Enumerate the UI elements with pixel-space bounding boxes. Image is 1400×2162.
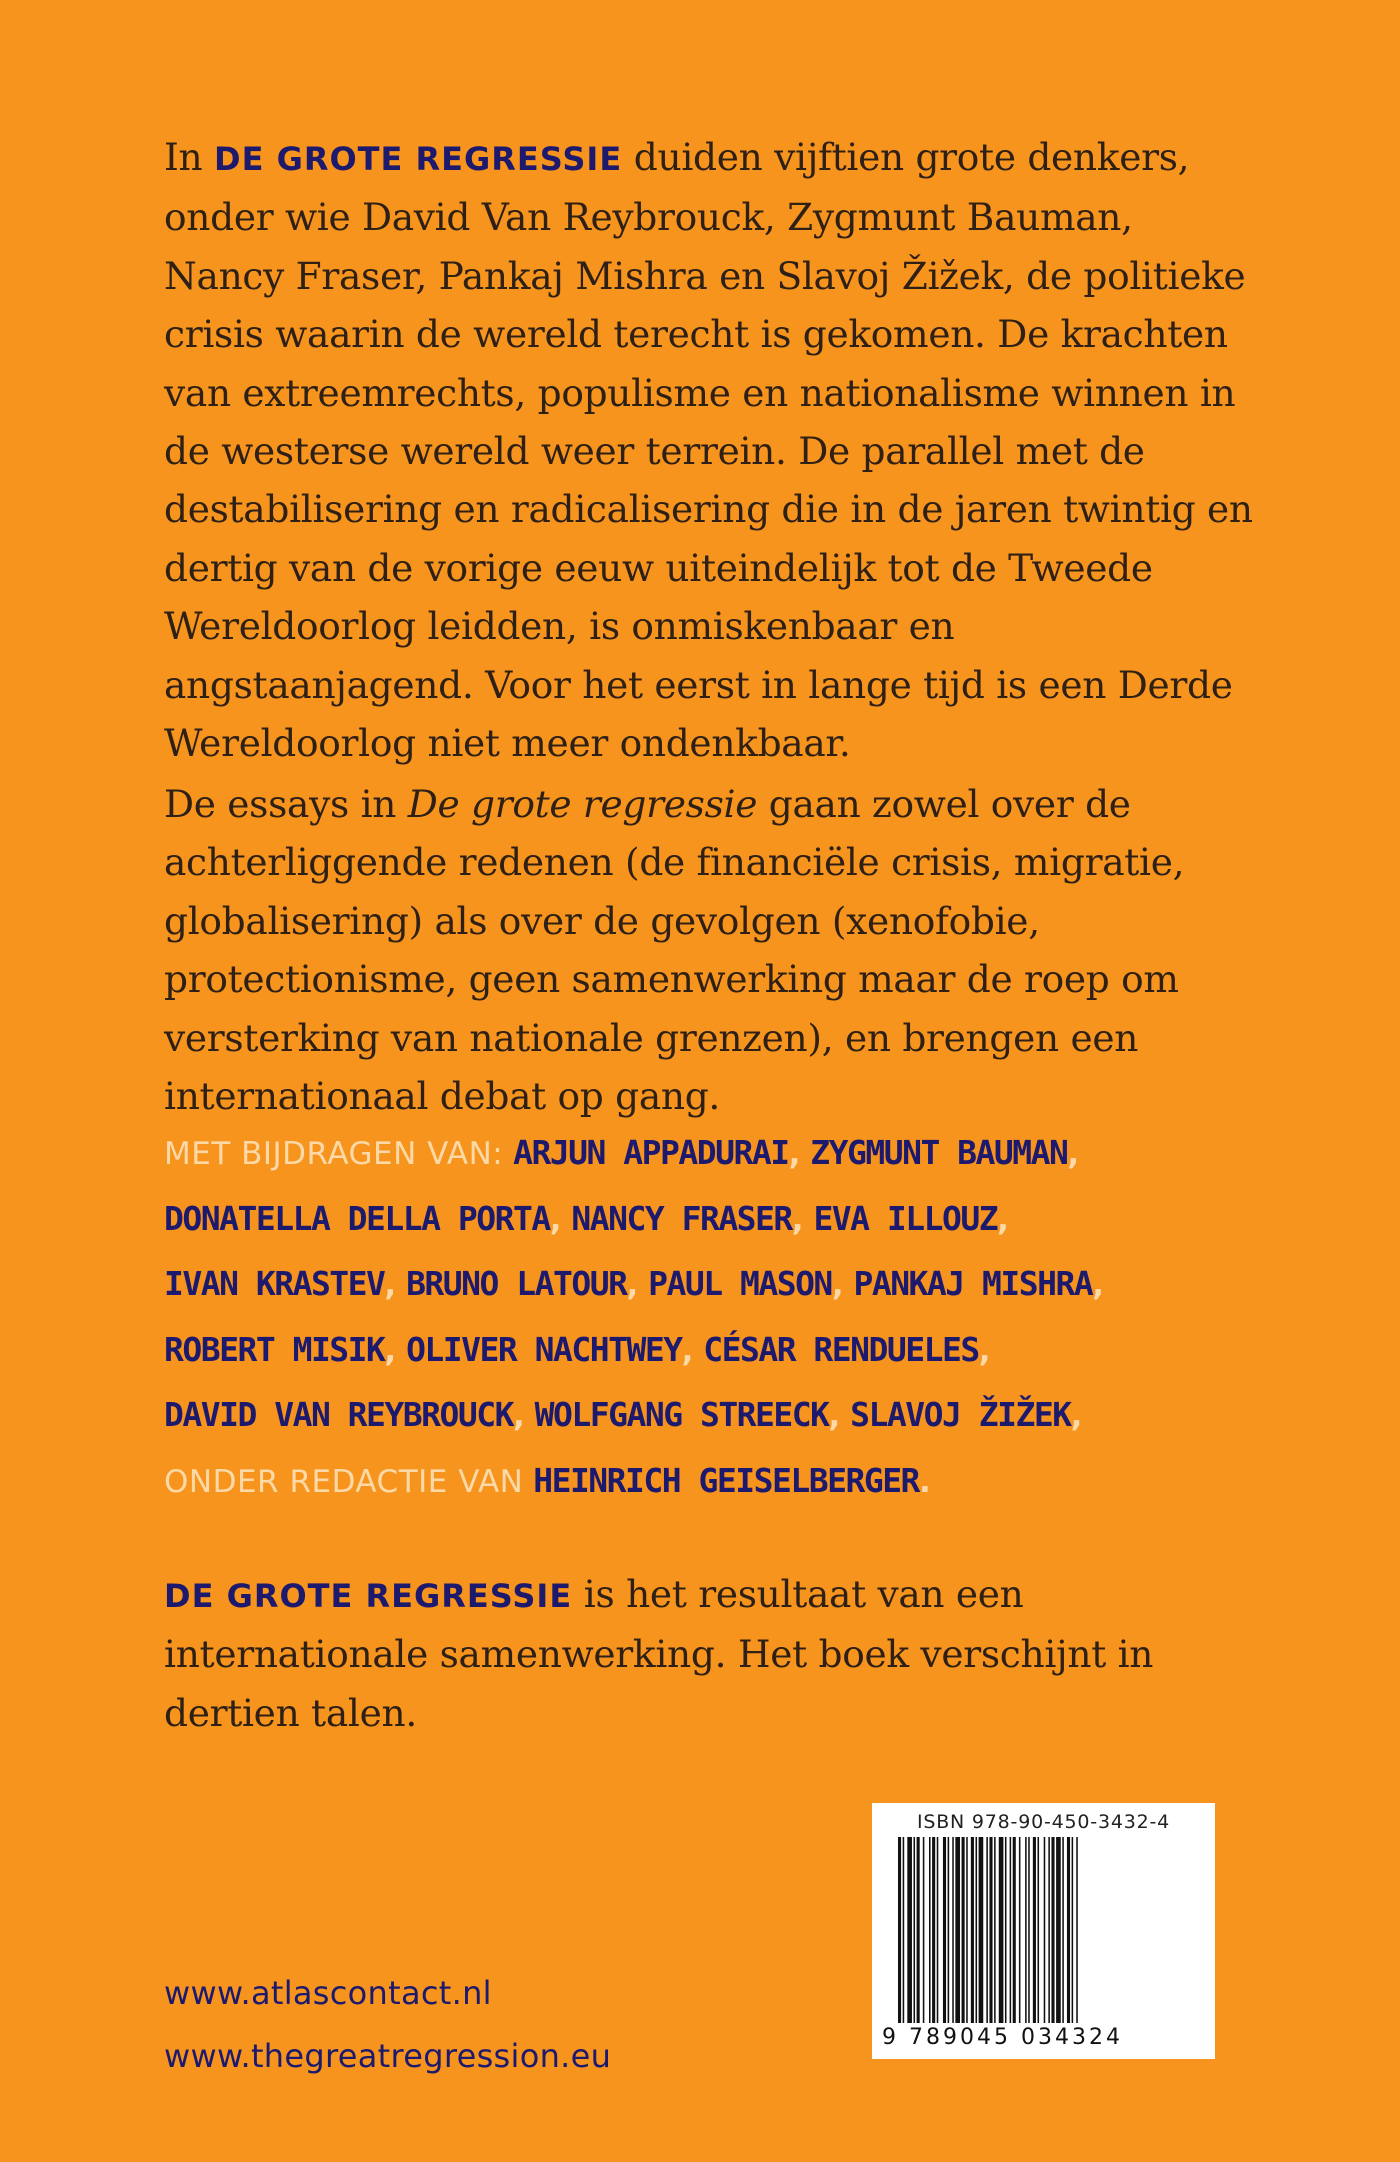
result-paragraph bbox=[164, 1565, 1254, 1742]
publisher-website-link[interactable]: www.atlascontact.nl bbox=[164, 1974, 492, 2012]
contributor-name: BRUNO LATOUR bbox=[406, 1264, 627, 1304]
contributor-name: ZYGMUNT BAUMAN bbox=[810, 1133, 1068, 1172]
book-title-italic: De grote regressie bbox=[407, 782, 758, 826]
intro-paragraph bbox=[164, 128, 1254, 772]
editor-label: ONDER REDACTIE VAN bbox=[164, 1463, 524, 1500]
website-links bbox=[164, 1962, 611, 2088]
essays-prefix: De essays in bbox=[164, 782, 408, 826]
contributor-name: ARJUN APPADURAI bbox=[513, 1133, 789, 1172]
contributors-line: IVAN KRASTEV, BRUNO LATOUR, PAUL MASON, PANKAJ MISHRA, bbox=[164, 1264, 1105, 1304]
book-title-inline: DE GROTE REGRESSIE bbox=[164, 1577, 573, 1615]
isbn-barcode bbox=[872, 1803, 1215, 2059]
editor-name: HEINRICH GEISELBERGER bbox=[533, 1460, 919, 1500]
essays-body: gaan zowel over de achterliggende redenen (de financiële crisis, migratie, globalisering) als over de gevolgen (xenofobie, protectionisme, geen samenwerking maar de roep om versterking van nationale grenzen), en brengen een internationaal debat op gang. bbox=[164, 782, 1185, 1119]
contributor-name: WOLFGANG STREECK bbox=[534, 1395, 829, 1435]
contributors-line: DONATELLA DELLA PORTA, NANCY FRASER, EVA ILLOUZ, bbox=[164, 1198, 1009, 1238]
essays-paragraph bbox=[164, 775, 1254, 1125]
contributor-name: ROBERT MISIK bbox=[164, 1329, 385, 1369]
book-title-inline: DE GROTE REGRESSIE bbox=[214, 140, 623, 178]
project-website-link[interactable]: www.thegreatregression.eu bbox=[164, 2037, 612, 2075]
contributors-label: MET BIJDRAGEN VAN: bbox=[164, 1136, 504, 1172]
contributor-name: DONATELLA DELLA PORTA bbox=[164, 1198, 550, 1238]
contributors-line: ROBERT MISIK, OLIVER NACHTWEY, CÉSAR RENDUELES, bbox=[164, 1329, 991, 1369]
contributor-name: SLAVOJ ŽIŽEK bbox=[850, 1395, 1071, 1435]
contributor-name: NANCY FRASER bbox=[571, 1198, 792, 1238]
contributor-name: PAUL MASON bbox=[648, 1264, 832, 1304]
contributor-name: CÉSAR RENDUELES bbox=[703, 1329, 979, 1369]
contributor-name: EVA ILLOUZ bbox=[813, 1198, 998, 1238]
intro-body: duiden vijftien grote denkers, onder wie David Van Reybrouck, Zygmunt Bauman, Nancy Fraser, Pankaj Mishra en Slavoj Žižek, de politieke crisis waarin de wereld terecht is gekomen. De krachten van extreemrechts, populisme en nationalisme winnen in de westerse wereld weer terrein. De parallel met de destabilisering en radicalisering die in de jaren twintig en dertig van de vorige eeuw uiteindelijk tot de Tweede Wereldoorlog leidden, is onmiskenbaar en angstaanjagend. Voor het eerst in lange tijd is een Derde Wereldoorlog niet meer ondenkbaar. bbox=[164, 135, 1253, 766]
barcode-icon bbox=[894, 1837, 1194, 2023]
contributors-line: MET BIJDRAGEN VAN: ARJUN APPADURAI, ZYGMUNT BAUMAN, bbox=[164, 1133, 1080, 1172]
contributor-name: DAVID VAN REYBROUCK bbox=[164, 1395, 513, 1435]
contributor-name: IVAN KRASTEV bbox=[164, 1264, 385, 1304]
contributors-list bbox=[164, 1120, 1274, 1514]
editor-line: ONDER REDACTIE VAN HEINRICH GEISELBERGER. bbox=[164, 1460, 931, 1500]
isbn-label: ISBN 978-90-450-3432-4 bbox=[916, 1811, 1171, 1833]
contributors-line: DAVID VAN REYBROUCK, WOLFGANG STREECK, SLAVOJ ŽIŽEK, bbox=[164, 1395, 1083, 1435]
contributor-name: PANKAJ MISHRA bbox=[853, 1264, 1093, 1304]
intro-prefix: In bbox=[164, 135, 214, 179]
result-body: is het resultaat van een internationale samenwerking. Het boek verschijnt in dertien talen. bbox=[164, 1572, 1154, 1735]
barcode-digits: 9 789045 034324 bbox=[882, 2025, 1123, 2050]
contributor-name: OLIVER NACHTWEY bbox=[406, 1329, 682, 1369]
